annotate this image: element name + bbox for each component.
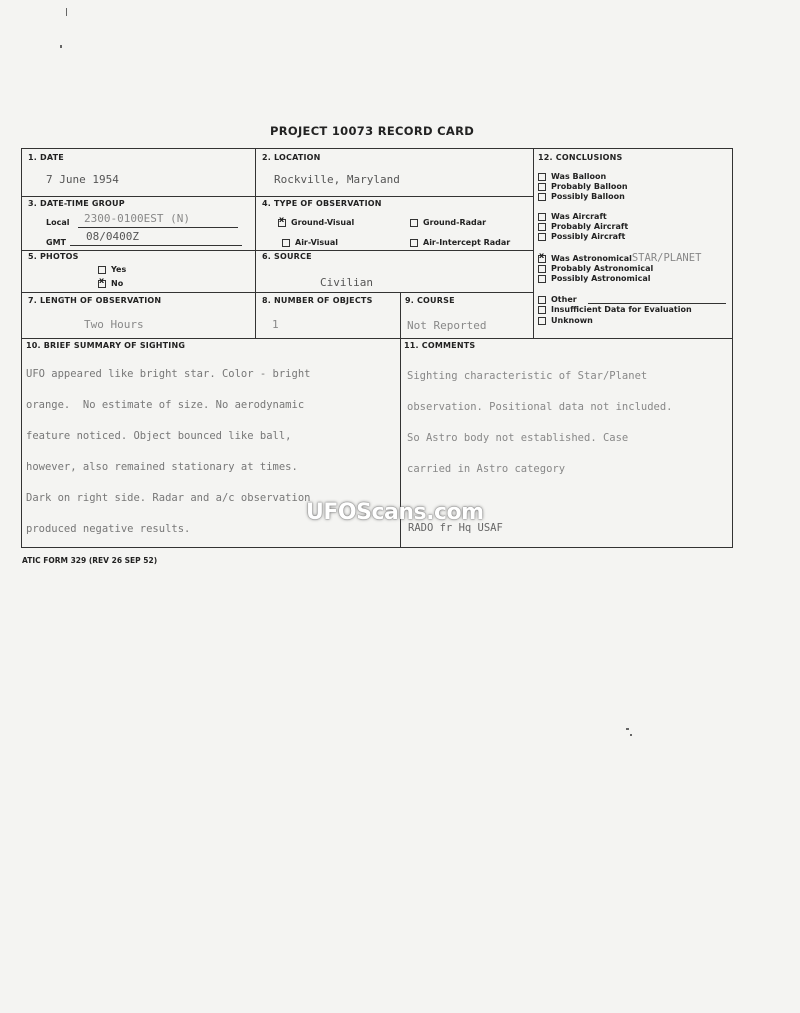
conclusion-label: Was Aircraft (551, 212, 607, 221)
photos-yes-label: Yes (111, 265, 127, 274)
air-visual-option (282, 238, 338, 247)
comments-signature: RADO fr Hq USAF (408, 522, 503, 534)
gmt-label: GMT (46, 238, 66, 247)
checkbox (538, 223, 546, 231)
ground-visual-label: Ground-Visual (291, 218, 355, 227)
local-underline (78, 227, 238, 228)
comments-line: carried in Astro category (407, 462, 566, 475)
conclusion-label: Was Astronomical (551, 254, 632, 263)
course-label: 9. COURSE (405, 296, 455, 305)
conclusions-label: 12. CONCLUSIONS (538, 153, 623, 162)
summary-label: 10. BRIEF SUMMARY OF SIGHTING (26, 341, 186, 350)
gmt-underline (70, 245, 242, 246)
comments-line: observation. Positional data not included. (407, 400, 673, 413)
checkbox (538, 250, 546, 263)
air-intercept-label: Air-Intercept Radar (423, 238, 511, 247)
conclusion-possibly-aircraft (538, 232, 625, 242)
conclusion-possibly-balloon (538, 192, 625, 202)
summary-line: produced negative results. (26, 522, 191, 535)
comments-line: So Astro body not established. Case (407, 431, 629, 444)
photos-no-option (98, 275, 124, 288)
scan-speck (626, 728, 629, 730)
location-value: Rockville, Maryland (274, 173, 400, 186)
divider (533, 148, 534, 338)
astro-note: STAR/PLANET (631, 252, 702, 264)
air-visual-label: Air-Visual (295, 238, 339, 247)
conclusion-label: Possibly Balloon (551, 192, 625, 201)
divider (21, 196, 533, 197)
ground-radar-label: Ground-Radar (423, 218, 487, 227)
form-footer: ATIC FORM 329 (REV 26 SEP 52) (22, 556, 158, 565)
checkbox (538, 233, 546, 241)
form-title: PROJECT 10073 RECORD CARD (270, 124, 475, 138)
divider (255, 148, 256, 338)
checkbox (538, 213, 546, 221)
conclusion-label: Was Balloon (551, 172, 607, 181)
date-label: 1. DATE (28, 153, 64, 162)
divider (21, 338, 733, 339)
watermark: UFOScans.com (306, 500, 484, 525)
conclusion-probably-aircraft (538, 222, 628, 232)
checkbox (410, 219, 418, 227)
type-obs-label: 4. TYPE OF OBSERVATION (262, 199, 382, 208)
source-label: 6. SOURCE (262, 252, 312, 261)
scan-speck (630, 734, 632, 736)
air-intercept-option (410, 238, 510, 247)
local-label: Local (46, 218, 70, 227)
conclusion-was-aircraft (538, 212, 607, 222)
check-mark: x (539, 250, 545, 260)
checkbox (98, 266, 106, 274)
conclusion-insufficient-data (538, 305, 692, 315)
local-value: 2300-0100EST (N) (84, 212, 190, 225)
length-label: 7. LENGTH OF OBSERVATION (28, 296, 162, 305)
conclusion-unknown (538, 316, 593, 326)
summary-text (26, 351, 310, 553)
photos-no-label: No (111, 279, 124, 288)
conclusion-label: Probably Astronomical (551, 264, 654, 273)
checkbox (538, 193, 546, 201)
checkbox (538, 306, 546, 314)
conclusion-label: Unknown (551, 316, 593, 325)
conclusion-possibly-astronomical (538, 274, 650, 284)
length-value: Two Hours (84, 318, 144, 331)
conclusion-label: Possibly Astronomical (551, 274, 651, 283)
location-label: 2. LOCATION (262, 153, 321, 162)
checkbox (538, 173, 546, 181)
conclusion-label: Possibly Aircraft (551, 232, 626, 241)
divider (21, 292, 533, 293)
photos-yes-option (98, 265, 126, 274)
other-underline (588, 303, 726, 304)
scan-speck (66, 8, 67, 16)
summary-line: Dark on right side. Radar and a/c observation (26, 491, 311, 504)
checkbox (278, 214, 286, 227)
conclusion-probably-balloon (538, 182, 628, 192)
comments-label: 11. COMMENTS (404, 341, 476, 350)
objects-label: 8. NUMBER OF OBJECTS (262, 296, 373, 305)
divider (21, 250, 533, 251)
checkbox (538, 317, 546, 325)
summary-line: feature noticed. Object bounced like ball, (26, 429, 292, 442)
gmt-value: 08/0400Z (86, 230, 139, 243)
checkbox (538, 296, 546, 304)
conclusion-label: Probably Aircraft (551, 222, 629, 231)
conclusion-was-astronomical (538, 250, 702, 264)
conclusion-label: Probably Balloon (551, 182, 628, 191)
checkbox (282, 239, 290, 247)
check-mark: x (99, 275, 105, 285)
scan-speck (60, 45, 62, 48)
summary-line: however, also remained stationary at times. (26, 460, 298, 473)
objects-value: 1 (272, 318, 279, 331)
ground-radar-option (410, 218, 486, 227)
checkbox (538, 183, 546, 191)
comments-text (407, 353, 673, 493)
conclusion-was-balloon (538, 172, 606, 182)
checkbox (98, 275, 106, 288)
dtg-label: 3. DATE-TIME GROUP (28, 199, 125, 208)
comments-line: Sighting characteristic of Star/Planet (407, 369, 648, 382)
checkbox (410, 239, 418, 247)
conclusion-label: Other (551, 295, 577, 304)
conclusion-probably-astronomical (538, 264, 653, 274)
conclusion-label: Insufficient Data for Evaluation (551, 305, 692, 314)
conclusion-other (538, 295, 577, 305)
checkbox (538, 275, 546, 283)
summary-line: orange. No estimate of size. No aerodynamic (26, 398, 305, 411)
summary-line: UFO appeared like bright star. Color - bright (26, 367, 311, 380)
date-value: 7 June 1954 (46, 173, 119, 186)
source-value: Civilian (320, 276, 373, 289)
course-value: Not Reported (407, 319, 487, 332)
ground-visual-option (278, 214, 355, 227)
photos-label: 5. PHOTOS (28, 252, 79, 261)
check-mark: x (279, 214, 285, 224)
checkbox (538, 265, 546, 273)
